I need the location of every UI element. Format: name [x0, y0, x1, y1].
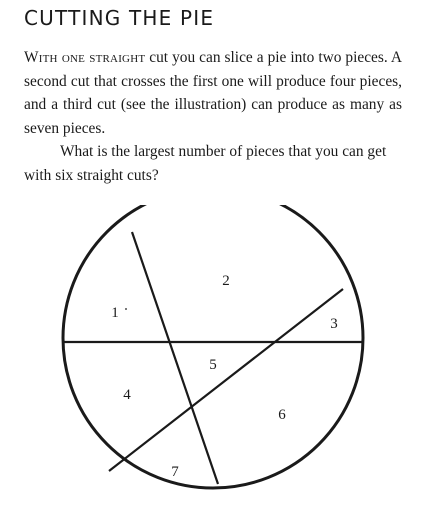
cut-line-3 — [109, 289, 343, 471]
lead-in-small-caps: With one straight — [24, 49, 146, 66]
pie-circle — [63, 205, 363, 488]
page-title: CUTTING THE PIE — [24, 6, 215, 30]
pie-diagram — [0, 205, 421, 529]
piece-label-7: 7 — [171, 464, 179, 480]
paragraph-question: What is the largest number of pieces that you can get with six straight cuts? — [24, 143, 387, 184]
cut-line-2 — [132, 232, 218, 484]
piece-label-4: 4 — [123, 387, 131, 403]
piece-label-2: 2 — [222, 273, 230, 289]
paragraph-intro-body: cut you can slice a pie into two pieces. A second cut that crosses the first one will produce four pieces, and a third cut (see the illustration) can produce as many as seven pieces. — [24, 49, 402, 137]
piece-label-6: 6 — [278, 407, 286, 423]
ink-speck — [125, 308, 127, 310]
puzzle-text — [24, 46, 402, 187]
piece-label-3: 3 — [330, 316, 338, 332]
paragraph-intro — [24, 46, 402, 140]
pie-figure — [0, 205, 421, 529]
piece-label-5: 5 — [209, 357, 217, 373]
piece-label-1: 1 — [111, 305, 119, 321]
